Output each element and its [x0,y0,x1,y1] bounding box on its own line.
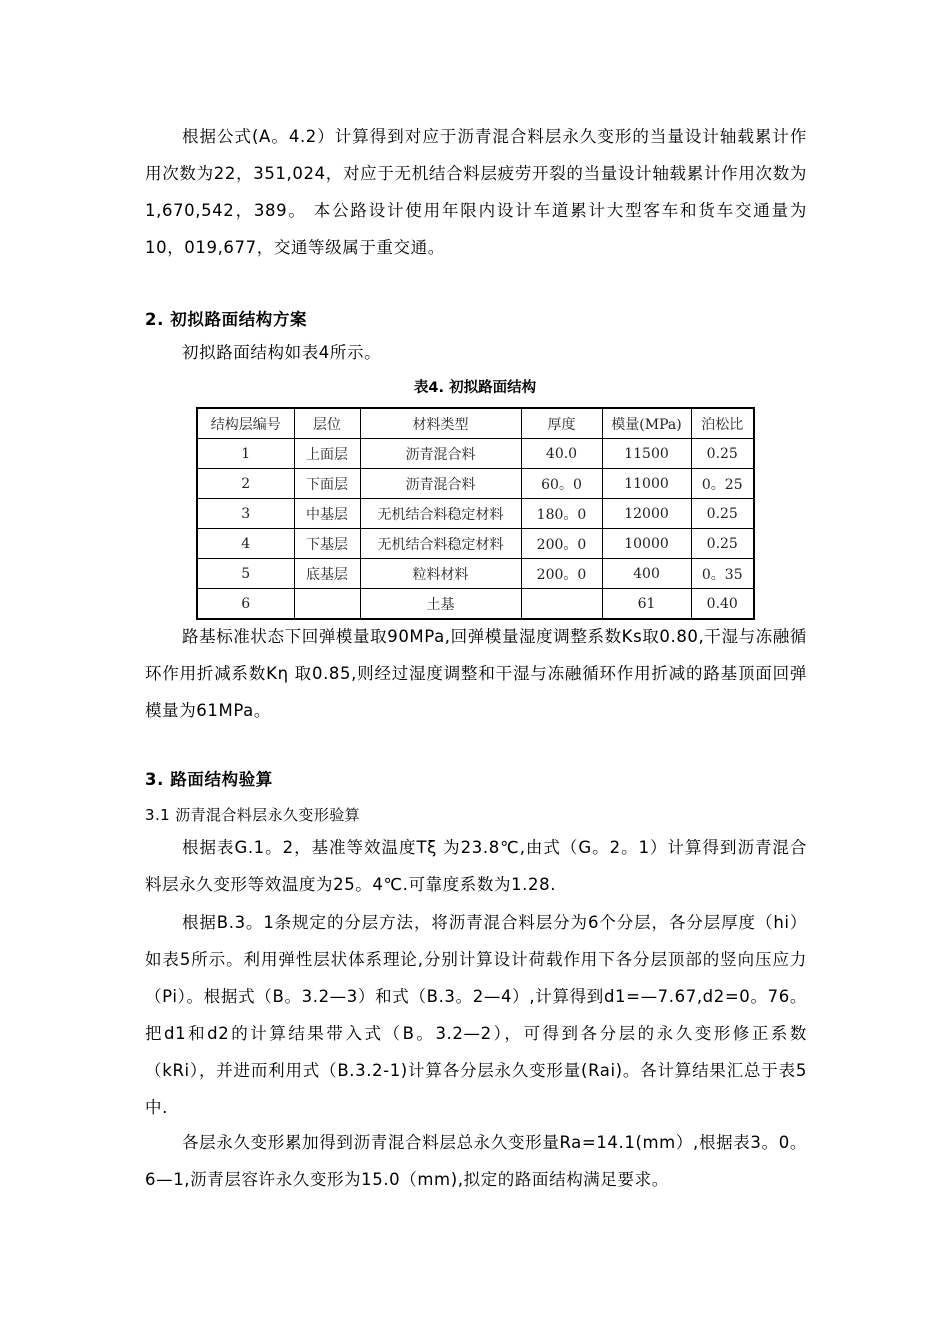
paragraph-layer-calculation: 根据B.3。1条规定的分层方法，将沥青混合料层分为6个分层，各分层厚度（hi）如表5所示。利用弹性层状体系理论,分别计算设计荷载作用下各分层顶部的竖向压应力（Pi）。根据式（B。3.2—3）和式（B.3。2—4）,计算得到d1=—7.67,d2=0。76。把d1和d2的计算结果带入式（B。3.2—2），可得到各分层的永久变形修正系数（kRi），并进而利用式（B.3.2-1)计算各分层永久变形量(Rai)。各计算结果汇总于表5中. [145,913,807,1117]
table-cell: 5 [197,559,294,589]
paragraph-equivalent-temperature: 根据表G.1。2，基准等效温度Tξ 为23.8℃,由式（G。2。1）计算得到沥青混合料层永久变形等效温度为25。4℃.可靠度系数为1.28. [145,838,807,894]
paragraph-subgrade-modulus: 路基标准状态下回弹模量取90MPa,回弹模量湿度调整系数Ks取0.80,干湿与冻融循环作用折减系数Kη 取0.85,则经过湿度调整和干湿与冻融循环作用折减的路基顶面回弹模量为61MPa。 [145,627,807,720]
header-cell: 厚度 [521,408,602,439]
table-row [197,559,754,589]
table-cell [294,589,360,620]
table-row [197,529,754,559]
table-cell: 10000 [602,529,691,559]
table-cell: 200。0 [521,559,602,589]
table-cell: 沥青混合料 [360,439,521,469]
table-row [197,439,754,469]
table-cell: 61 [602,589,691,620]
heading-section-3-1: 3.1 沥青混合料层永久变形验算 [145,806,361,824]
pavement-structure-table [196,407,755,620]
table-cell: 40.0 [521,439,602,469]
table-cell: 12000 [602,499,691,529]
table-cell: 0。25 [691,469,754,499]
table-cell: 0.40 [691,589,754,620]
table-cell: 下基层 [294,529,360,559]
header-cell: 层位 [294,408,360,439]
table-cell: 3 [197,499,294,529]
table-row [197,499,754,529]
table-row [197,469,754,499]
table-row [197,589,754,620]
header-cell: 泊松比 [691,408,754,439]
table-cell: 1 [197,439,294,469]
table-cell: 200。0 [521,529,602,559]
table-cell: 400 [602,559,691,589]
heading-section-3: 3. 路面结构验算 [145,770,273,789]
heading-section-2: 2. 初拟路面结构方案 [145,310,308,329]
table-cell: 0.25 [691,439,754,469]
table-cell: 无机结合料稳定材料 [360,529,521,559]
table-cell: 0.25 [691,529,754,559]
header-cell: 结构层编号 [197,408,294,439]
table-cell: 4 [197,529,294,559]
table-cell: 粒料材料 [360,559,521,589]
table-cell: 0.25 [691,499,754,529]
table-cell: 底基层 [294,559,360,589]
table-cell: 2 [197,469,294,499]
table-cell: 0。35 [691,559,754,589]
table-cell: 180。0 [521,499,602,529]
table-cell: 11000 [602,469,691,499]
header-cell: 模量(MPa) [602,408,691,439]
table-cell: 上面层 [294,439,360,469]
table-cell: 沥青混合料 [360,469,521,499]
table-cell: 中基层 [294,499,360,529]
table-cell: 60。0 [521,469,602,499]
table-cell: 11500 [602,439,691,469]
table-cell: 土基 [360,589,521,620]
table-cell: 6 [197,589,294,620]
table-cell: 无机结合料稳定材料 [360,499,521,529]
table-cell: 下面层 [294,469,360,499]
paragraph-axle-load: 根据公式(A。4.2）计算得到对应于沥青混合料层永久变形的当量设计轴载累计作用次数为22，351,024，对应于无机结合料层疲劳开裂的当量设计轴载累计作用次数为1,670,542，389。 本公路设计使用年限内设计车道累计大型客车和货车交通量为10，019,677，交通等级属于重交通。 [145,127,807,257]
paragraph-table-intro: 初拟路面结构如表4所示。 [182,343,382,362]
table-header-row [197,408,754,439]
table-cell [521,589,602,620]
header-cell: 材料类型 [360,408,521,439]
paragraph-conclusion: 各层永久变形累加得到沥青混合料层总永久变形量Ra=14.1(mm）,根据表3。0。6—1,沥青层容许永久变形为15.0（mm),拟定的路面结构满足要求。 [145,1133,807,1189]
table-caption: 表4. 初拟路面结构 [413,380,537,396]
